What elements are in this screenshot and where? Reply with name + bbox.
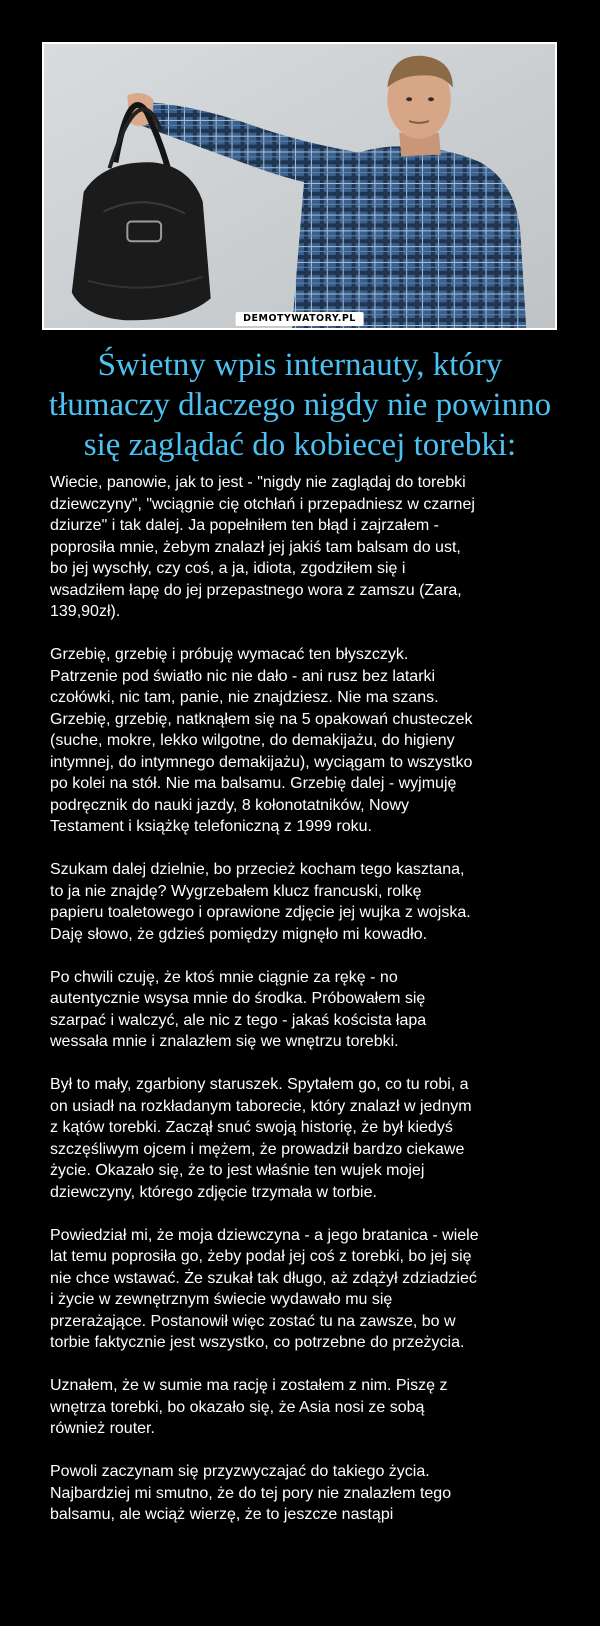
text-line: intymnej, do intymnego demakijażu), wyciągam to wszystko bbox=[50, 753, 473, 771]
text-line: dziurze" i tak dalej. Ja popełniłem ten błąd i zajrzałem - bbox=[50, 517, 439, 534]
paragraph bbox=[50, 472, 560, 623]
text-line: Wiecie, panowie, jak to jest - "nigdy nie zaglądaj do torebki bbox=[50, 474, 466, 491]
text-line: nie chce wstawać. Że szukał tak długo, aż zdążył zdziadzieć bbox=[50, 1269, 477, 1287]
text-line: również router. bbox=[50, 1420, 155, 1437]
text-line: to ja nie znajdę? Wygrzebałem klucz francuski, rolkę bbox=[50, 882, 422, 900]
title-line: się zaglądać do kobiecej torebki: bbox=[83, 427, 517, 463]
text-line: Testament i książkę telefoniczną z 1999 roku. bbox=[50, 818, 372, 835]
text-line: wnętrza torebki, bo okazało się, że Asia nosi ze sobą bbox=[50, 1398, 425, 1416]
text-line: Szukam dalej dzielnie, bo przecież kocham tego kasztana, bbox=[50, 861, 465, 878]
text-line: życie. Okazało się, że to jest właśnie ten wujek mojej bbox=[50, 1162, 425, 1179]
text-line: balsamu, ale wciąż wierzę, że to jeszcze nastąpi bbox=[50, 1506, 394, 1523]
text-line: Powiedział mi, że moja dziewczyna - a jego bratanica - wiele bbox=[50, 1226, 479, 1244]
paragraph bbox=[50, 1074, 560, 1203]
text-line: Grzebię, grzebię i próbuję wymacać ten błyszczyk. bbox=[50, 646, 409, 663]
photo-frame bbox=[42, 42, 557, 330]
text-line: torbie faktycznie jest wszystko, co potrzebne do przeżycia. bbox=[50, 1334, 465, 1351]
text-line: dziewczyny", "wciągnie cię otchłań i przepadniesz w czarnej bbox=[50, 495, 475, 513]
paragraph bbox=[50, 1225, 560, 1354]
text-line: z kątów torebki. Zaczął snuć swoją historię, że był kiedyś bbox=[50, 1119, 453, 1136]
text-line: Najbardziej mi smutno, że do tej pory nie znalazłem tego bbox=[50, 1484, 452, 1502]
text-line: przerażające. Postanowił więc zostać tu na zawsze, bo w bbox=[50, 1312, 456, 1330]
post-title bbox=[20, 345, 580, 465]
text-line: Uznałem, że w sumie ma rację i zostałem z nim. Piszę z bbox=[50, 1377, 448, 1394]
title-line: tłumaczy dlaczego nigdy nie powinno bbox=[48, 387, 552, 423]
paragraph bbox=[50, 967, 560, 1053]
paragraph bbox=[50, 644, 560, 838]
text-line: czołówki, nic tam, panie, nie znajdziesz. Nie ma szans. bbox=[50, 689, 439, 706]
text-line: lat temu poprosiła go, żeby podał jej coś z torebki, bo jej się bbox=[50, 1248, 472, 1265]
text-line: (suche, mokre, lekko wilgotne, do demakijażu, do higieny bbox=[50, 732, 455, 749]
text-line: Grzebię, grzebię, natknąłem się na 5 opakowań chusteczek bbox=[50, 710, 473, 728]
paragraph bbox=[50, 1461, 560, 1526]
demotywatory-watermark: DEMOTYWATORY.PL bbox=[235, 312, 364, 326]
text-line: dziewczyny, którego zdjęcie trzymała w torbie. bbox=[50, 1183, 377, 1201]
story-text bbox=[50, 472, 560, 1526]
text-line: szczęśliwym ojcem i mężem, że prowadził bardzo ciekawe bbox=[50, 1140, 465, 1158]
text-line: wsadziłem łapę do jej przepastnego wora z zamszu (Zara, bbox=[50, 581, 462, 599]
man-holding-handbag-photo bbox=[44, 44, 555, 328]
text-line: Powoli zaczynam się przyzwyczajać do takiego życia. bbox=[50, 1463, 430, 1480]
paragraph bbox=[50, 859, 560, 945]
text-line: on usiadł na rozkładanym taborecie, który znalazł w jednym bbox=[50, 1097, 472, 1115]
text-line: autentycznie wsysa mnie do środka. Próbowałem się bbox=[50, 990, 426, 1007]
text-line: poprosiła mnie, żebym znalazł jej jakiś tam balsam do ust, bbox=[50, 538, 461, 556]
text-line: 139,90zł). bbox=[50, 603, 121, 620]
text-line: papieru toaletowego i oprawione zdjęcie jej wujka z wojska. bbox=[50, 904, 471, 921]
text-line: po kolei na stół. Nie ma balsamu. Grzebię dalej - wyjmuję bbox=[50, 775, 457, 792]
text-line: Był to mały, zgarbiony staruszek. Spytałem go, co tu robi, a bbox=[50, 1076, 469, 1093]
text-line: Daję słowo, że gdzieś pomiędzy mignęło mi kowadło. bbox=[50, 925, 428, 943]
text-line: podręcznik do nauki jazdy, 8 kołonotatników, Nowy bbox=[50, 796, 410, 814]
text-line: szarpać i walczyć, ale nic z tego - jakaś koścista łapa bbox=[50, 1011, 427, 1029]
text-line: Patrzenie pod światło nic nie dało - ani rusz bez latarki bbox=[50, 667, 436, 685]
paragraph bbox=[50, 1375, 560, 1440]
text-line: i życie w zewnętrznym świecie wydawało mu się bbox=[50, 1291, 393, 1308]
title-line: Świetny wpis internauty, który bbox=[97, 347, 503, 383]
text-line: bo jej wyschły, czy coś, a ja, idiota, zgodziłem się i bbox=[50, 560, 406, 577]
text-line: wessała mnie i znalazłem się we wnętrzu torebki. bbox=[50, 1033, 399, 1050]
text-line: Po chwili czuję, że ktoś mnie ciągnie za rękę - no bbox=[50, 968, 398, 986]
